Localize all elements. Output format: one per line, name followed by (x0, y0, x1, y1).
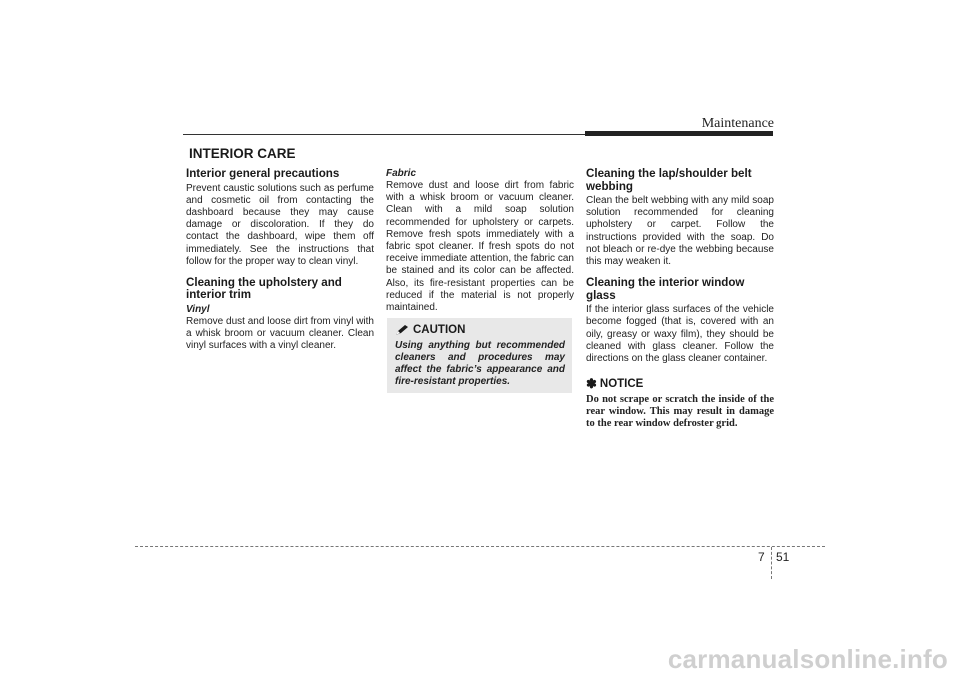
para-belt-webbing: Clean the belt webbing with any mild soap solution recommended for cleaning upholstery or carpet. Follow the instructions provided with the soap. Do not bleach or re-dye the webbing because this may weaken it. (586, 195, 774, 268)
notice-text: Do not scrape or scratch the inside of the rear window. This may result in damage to the rear window defroster grid. (586, 394, 774, 430)
heading-belt-webbing: Cleaning the lap/shoulder belt webbing (586, 167, 752, 193)
caution-title: CAUTION (413, 324, 466, 336)
footer-divider (771, 547, 772, 579)
para-vinyl: Remove dust and loose dirt from vinyl with a whisk broom or vacuum cleaner. Clean vinyl surfaces with a vinyl cleaner. (186, 315, 374, 352)
header-rule-thick (585, 131, 773, 136)
caution-header (395, 324, 465, 336)
watermark: carmanualsonline.info (667, 644, 948, 674)
caution-box (387, 318, 572, 393)
heading-upholstery: Cleaning the upholstery and interior trim (186, 275, 342, 302)
header-title: Maintenance (701, 116, 774, 131)
notice-header (586, 376, 774, 392)
section-title: INTERIOR CARE (189, 146, 296, 161)
caution-text: Using anything but recommended cleaners and procedures may affect the fabric’s appearance and fire-resistant properties. (395, 340, 565, 387)
para-fabric: Remove dust and loose dirt from fabric with a whisk broom or vacuum cleaner. Clean with a mild soap solution recommended for upholstery or carpets. Remove fresh spots immediately with a fabric spot cleaner. If fresh spots do not receive immediate attention, the fabric can be stained and its color can be affected. Also, its fire-resistant properties can be reduced if the material is not properly maintained. (386, 180, 574, 314)
heading-window-glass: Cleaning the interior window glass (586, 276, 745, 302)
column-2 (386, 168, 574, 314)
pencil-icon (395, 324, 409, 336)
subheading-vinyl: Vinyl (186, 303, 210, 315)
footer-rule (135, 546, 825, 547)
column-3 (586, 168, 774, 430)
para-general-precautions: Prevent caustic solutions such as perfume and cosmetic oil from contacting the dashboard because they may cause damage or discoloration. If they do contact the dashboard, wipe them off immediately. See the instructions that follow for the proper way to clean vinyl. (186, 182, 374, 267)
subheading-fabric: Fabric (386, 168, 417, 179)
heading-general-precautions: Interior general precautions (186, 167, 340, 180)
para-window-glass: If the interior glass surfaces of the vehicle become fogged (that is, covered with an oily, greasy or waxy film), they should be cleaned with glass cleaner. Follow the directions on the glass cleaner container. (586, 304, 774, 365)
page-number: 51 (776, 550, 790, 564)
page-chapter: 7 (758, 550, 765, 564)
notice-star-icon: ✽ (586, 376, 597, 392)
notice-title: NOTICE (599, 378, 644, 391)
column-1 (186, 168, 374, 353)
